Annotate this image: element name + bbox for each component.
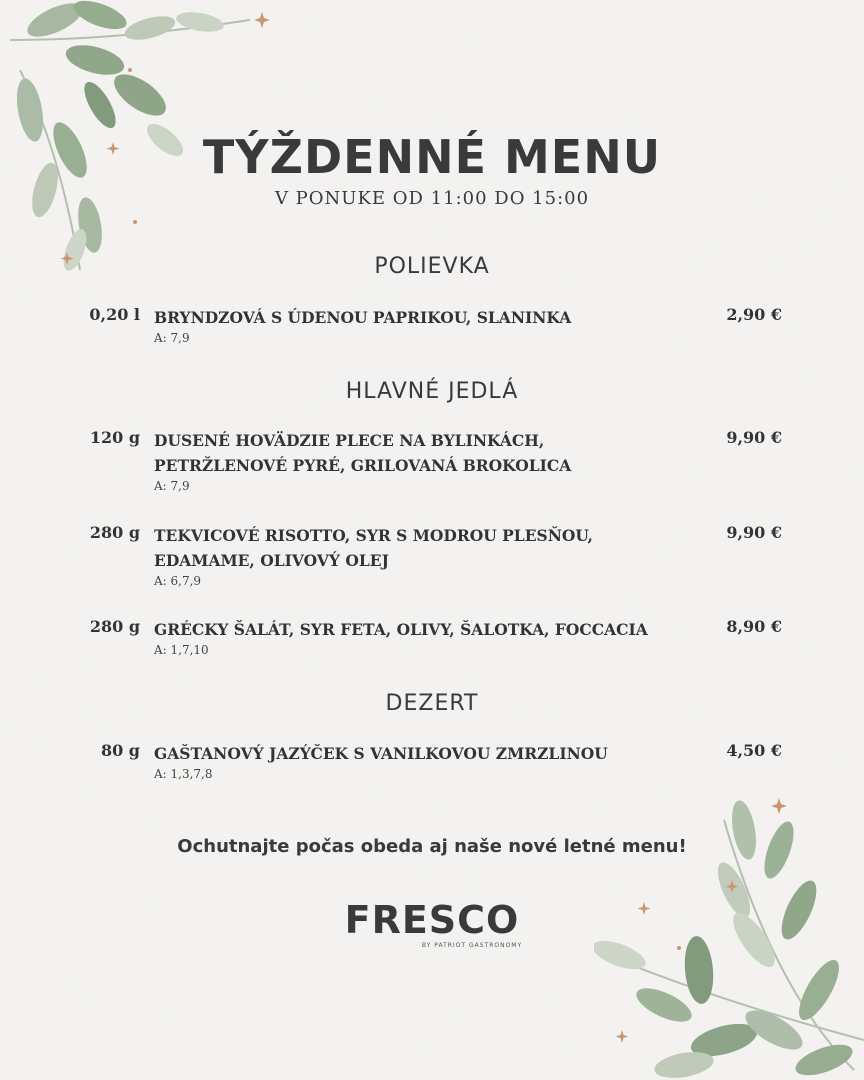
logo-wordmark: FRESCO: [344, 898, 520, 942]
item-name: GRÉCKY ŠALÁT, SYR FETA, OLIVY, ŠALOTKA, FOCCACIA: [154, 620, 648, 639]
item-description: [154, 428, 684, 494]
item-allergens: A: 7,9: [154, 331, 190, 345]
section-title-dessert: DEZERT: [385, 691, 479, 716]
item-allergens: A: 7,9: [154, 479, 190, 493]
item-quantity: 280 g: [89, 617, 140, 636]
fresco-logo: [0, 898, 864, 950]
item-name-line-2: PETRŽLENOVÉ PYRÉ, GRILOVANÁ BROKOLICA: [154, 456, 572, 475]
item-name: BRYNDZOVÁ S ÚDENOU PAPRIKOU, SLANINKA: [154, 308, 572, 327]
item-price: 4,50 €: [726, 741, 782, 760]
item-description: [154, 741, 684, 782]
item-price: 8,90 €: [726, 617, 782, 636]
item-price: 2,90 €: [726, 305, 782, 324]
item-name-line-2: EDAMAME, OLIVOVÝ OLEJ: [154, 551, 389, 570]
item-price: 9,90 €: [726, 428, 782, 447]
menu-hours: V PONUKE OD 11:00 DO 15:00: [274, 188, 590, 209]
summer-menu-note: Ochutnajte počas obeda aj naše nové letné menu!: [177, 836, 687, 857]
item-quantity: 80 g: [100, 741, 140, 760]
item-allergens: A: 1,3,7,8: [154, 767, 213, 781]
section-title-soup: POLIEVKA: [374, 254, 490, 279]
item-name-line-1: DUSENÉ HOVÄDZIE PLECE NA BYLINKÁCH,: [154, 431, 545, 450]
logo-tagline: BY PATRIOT GASTRONOMY: [421, 942, 523, 949]
item-quantity: 0,20 l: [89, 305, 140, 324]
item-description: [154, 523, 684, 589]
item-quantity: 120 g: [89, 428, 140, 447]
section-title-mains: HLAVNÉ JEDLÁ: [345, 379, 519, 404]
item-allergens: A: 6,7,9: [154, 574, 202, 588]
item-description: [154, 617, 684, 658]
item-name-line-1: TEKVICOVÉ RISOTTO, SYR S MODROU PLESŇOU,: [154, 526, 593, 545]
item-description: [154, 305, 684, 346]
item-name: GAŠTANOVÝ JAZÝČEK S VANILKOVOU ZMRZLINOU: [154, 744, 608, 763]
menu-title: TÝŽDENNÉ MENU: [202, 130, 662, 184]
item-allergens: A: 1,7,10: [154, 643, 209, 657]
item-quantity: 280 g: [89, 523, 140, 542]
item-price: 9,90 €: [726, 523, 782, 542]
